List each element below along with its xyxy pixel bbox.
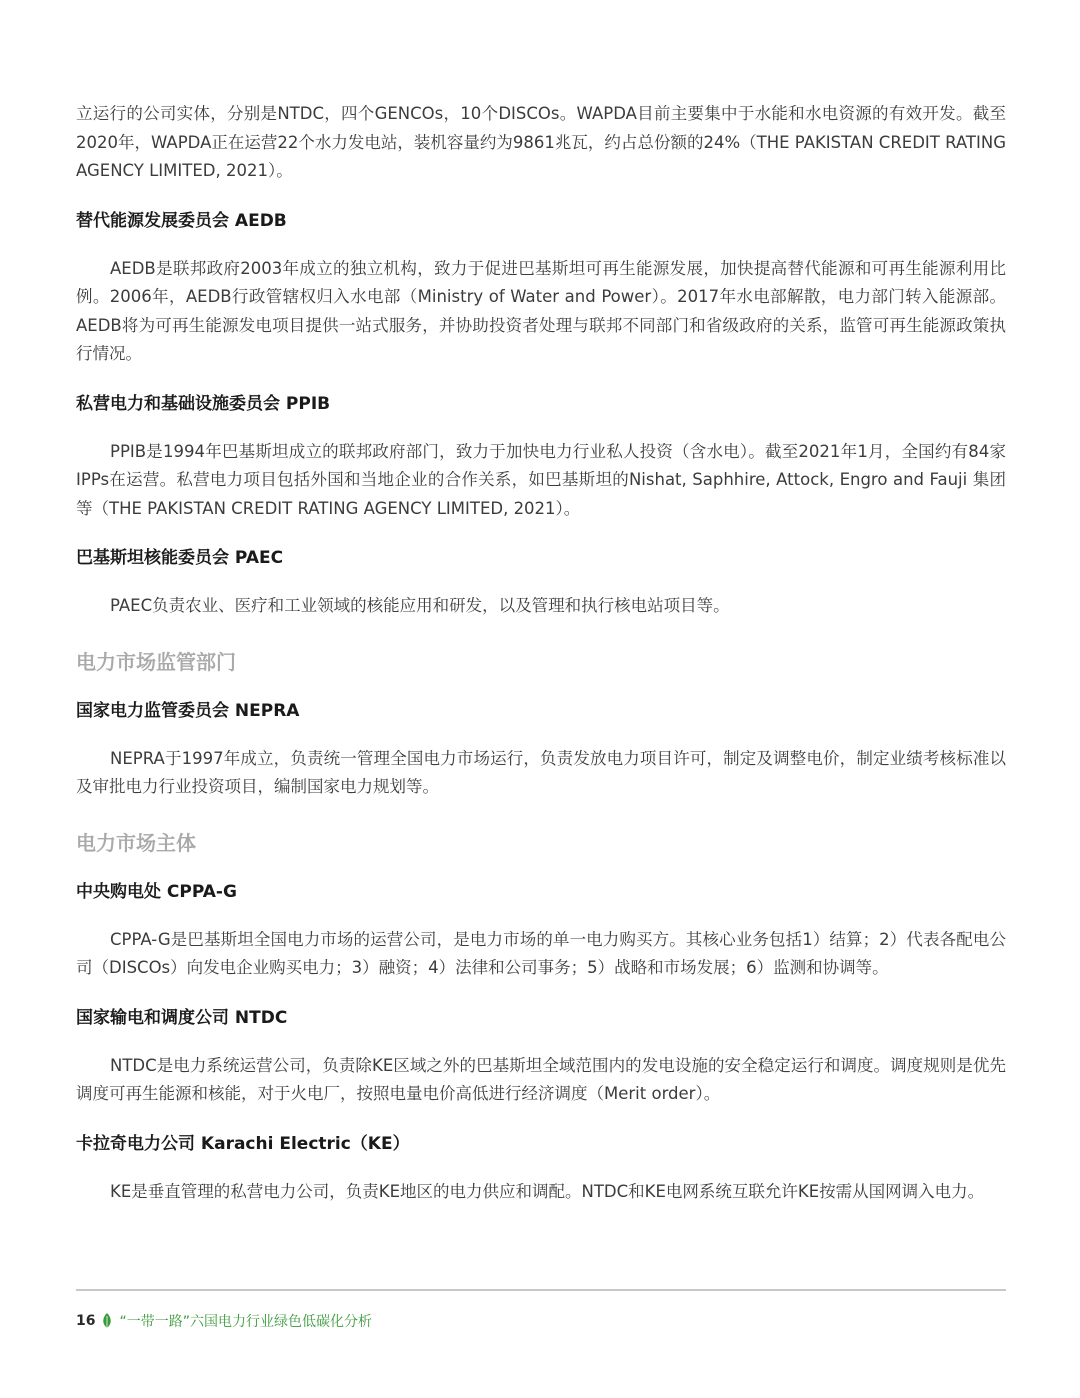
nepra-paragraph: NEPRA于1997年成立，负责统一管理全国电力市场运行，负责发放电力项目许可，制定及调整电价，制定业绩考核标准以及审批电力行业投资项目，编制国家电力规划等。 <box>76 748 1006 796</box>
ntdc-paragraph: NTDC是电力系统运营公司，负责除KE区域之外的巴基斯坦全域范围内的发电设施的安全稳定运行和调度。调度规则是优先调度可再生能源和核能，对于火电厂，按照电量电价高低进行经济调度（Merit order）。 <box>76 1055 1006 1103</box>
leaf-icon <box>101 1313 113 1329</box>
report-title: “一带一路”六国电力行业绿色低碳化分析 <box>119 1314 372 1330</box>
page-footer <box>76 1311 372 1331</box>
market-entities-section-title: 电力市场主体 <box>76 830 196 855</box>
page-content <box>76 100 1006 1206</box>
ke-heading: 卡拉奇电力公司 Karachi Electric（KE） <box>76 1133 410 1154</box>
paec-heading: 巴基斯坦核能委员会 PAEC <box>76 548 284 568</box>
paec-paragraph: PAEC负责农业、医疗和工业领域的核能应用和研发，以及管理和执行核电站项目等。 <box>110 596 730 615</box>
intro-paragraph: 立运行的公司实体，分别是NTDC，四个GENCOs，10个DISCOs。WAPDA目前主要集中于水能和水电资源的有效开发。截至2020年，WAPDA正在运营22个水力发电站，装机容量约为9861兆瓦，约占总份额的24%（THE PAKISTAN CREDIT RATING AGENCY LIMITED, 2021）。 <box>76 104 1006 180</box>
nepra-heading: 国家电力监管委员会 NEPRA <box>76 700 300 721</box>
cppa-paragraph: CPPA-G是巴基斯坦全国电力市场的运营公司，是电力市场的单一电力购买方。其核心业务包括1）结算；2）代表各配电公司（DISCOs）向发电企业购买电力；3）融资；4）法律和公司事务；5）战略和市场发展；6）监测和协调等。 <box>76 929 1006 977</box>
ke-paragraph: KE是垂直管理的私营电力公司，负责KE地区的电力供应和调配。NTDC和KE电网系统互联允许KE按需从国网调入电力。 <box>110 1181 985 1201</box>
ppib-heading: 私营电力和基础设施委员会 PPIB <box>76 393 331 414</box>
aedb-heading: 替代能源发展委员会 AEDB <box>76 210 287 231</box>
footer-divider <box>76 1289 1006 1291</box>
ppib-paragraph: PPIB是1994年巴基斯坦成立的联邦政府部门，致力于加快电力行业私人投资（含水电）。截至2021年1月，全国约有84家IPPs在运营。私营电力项目包括外国和当地企业的合作关系，如巴基斯坦的Nishat, Saphhire, Attock, Engro and Fauji 集团等（THE PAKISTAN CREDIT RATING AGENCY LIMITED, 2021）。 <box>76 441 1006 518</box>
cppa-heading: 中央购电处 CPPA-G <box>76 881 237 902</box>
aedb-paragraph: AEDB是联邦政府2003年成立的独立机构，致力于促进巴基斯坦可再生能源发展，加快提高替代能源和可再生能源利用比例。2006年，AEDB行政管辖权归入水电部（Ministry of Water and Power）。2017年水电部解散，电力部门转入能源部。AEDB将为可再生能源发电项目提供一站式服务，并协助投资者处理与联邦不同部门和省级政府的关系，监管可再生能源政策执行情况。 <box>76 258 1006 363</box>
ntdc-heading: 国家输电和调度公司 NTDC <box>76 1007 288 1028</box>
regulator-section-title: 电力市场监管部门 <box>76 649 236 674</box>
page-number: 16 <box>76 1313 96 1329</box>
